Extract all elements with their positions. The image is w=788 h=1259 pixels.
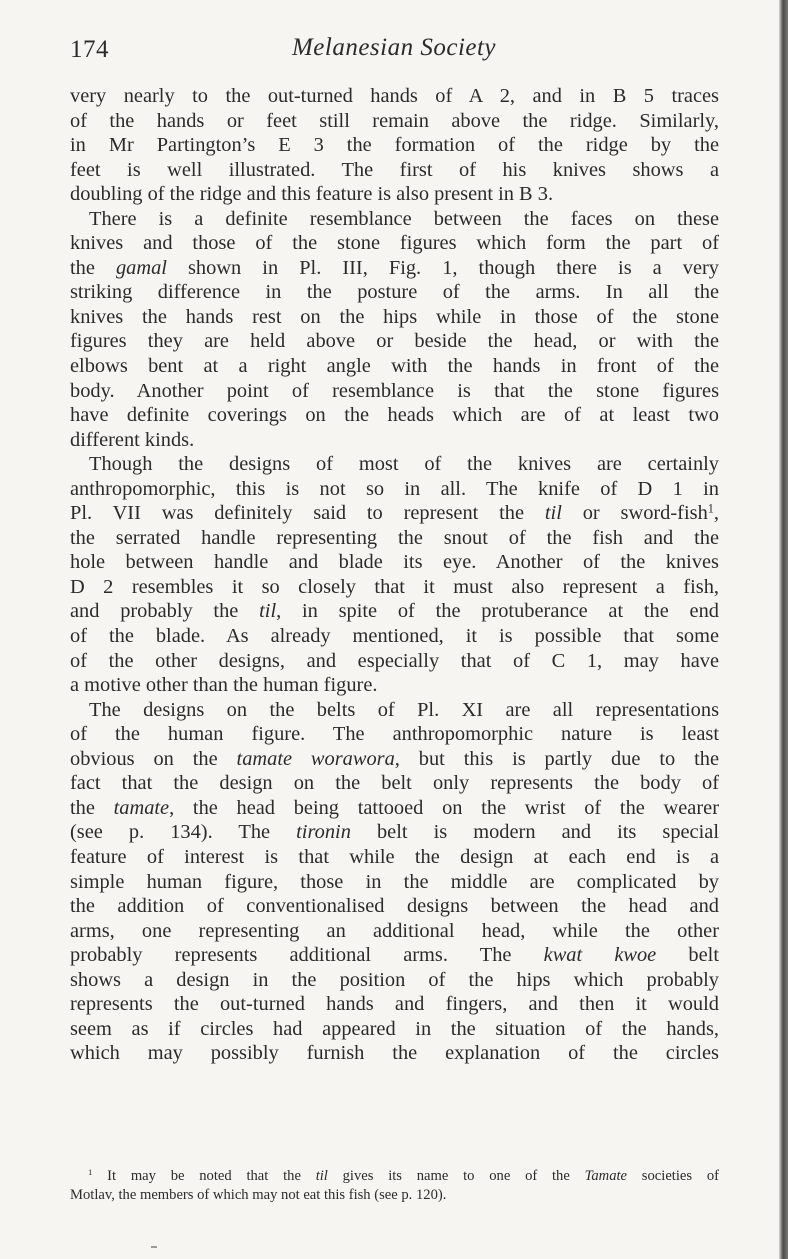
text-run: which may possibly furnish the explanation of the circles	[70, 1042, 719, 1065]
body-line	[70, 771, 719, 796]
footnote-marker: 1	[88, 1167, 93, 1178]
body-line	[70, 599, 719, 624]
text-run: , but this is partly due to the	[394, 747, 719, 770]
text-run: shown in Pl. III, Fig. 1, though there is a very	[166, 256, 719, 279]
text-run: knives the hands rest on the hips while in those of the stone	[70, 305, 719, 328]
body-line	[70, 477, 719, 502]
text-run: and probably the	[70, 600, 260, 623]
body-line	[70, 649, 719, 674]
text-run: the	[70, 796, 114, 819]
body-line	[70, 1017, 719, 1042]
body-line	[70, 1041, 719, 1066]
text-run: There is a definite resemblance between the faces on these	[89, 207, 719, 230]
body-line	[70, 109, 719, 134]
page-number: 174	[70, 36, 109, 63]
text-run: feature of interest is that while the design at each end is a	[70, 845, 719, 868]
text-run: The designs on the belts of Pl. XI are all representations	[89, 698, 719, 721]
text-run: seem as if circles had appeared in the situation of the hands,	[70, 1017, 719, 1040]
italic-term: til	[544, 502, 562, 525]
text-run: hole between handle and blade its eye. Another of the knives	[70, 551, 719, 574]
text-run: fact that the design on the belt only represents the body of	[70, 772, 719, 795]
text-run: arms, one representing an additional head, while the other	[70, 919, 719, 942]
text-run: belt	[656, 944, 719, 967]
italic-term: Tamate	[584, 1168, 628, 1184]
body-line	[70, 747, 719, 772]
body-line	[70, 943, 719, 968]
text-run: , in spite of the protuberance at the end	[276, 600, 719, 623]
body-line	[70, 133, 719, 158]
text-run: very nearly to the out-turned hands of A 2, and in B 5 traces	[70, 85, 719, 107]
footnote-line	[70, 1186, 719, 1205]
body-line	[70, 379, 719, 404]
body-line	[70, 305, 719, 330]
text-run: have definite coverings on the heads which are of at least two	[70, 404, 719, 427]
body-line	[70, 501, 719, 526]
body-line	[70, 158, 719, 183]
text-run: shows a design in the position of the hips which probably	[70, 968, 719, 991]
body-line	[70, 526, 719, 551]
text-run: of the hands or feet still remain above the ridge. Similarly,	[70, 109, 719, 132]
body-line	[70, 428, 719, 453]
body-line	[70, 992, 719, 1017]
text-run: in Mr Partington’s E 3 the formation of the ridge by the	[70, 134, 719, 157]
italic-term: tamate	[113, 796, 170, 819]
italic-term: kwat kwoe	[543, 944, 657, 967]
text-run: of the human figure. The anthropomorphic nature is least	[70, 723, 719, 746]
text-run: D 2 resembles it so closely that it must also represent a fish,	[70, 575, 719, 598]
text-run: represents the out-turned hands and fingers, and then it would	[70, 993, 719, 1016]
text-run: the	[70, 256, 116, 279]
text-run: striking difference in the posture of the arms. In all the	[70, 281, 719, 304]
body-line	[70, 919, 719, 944]
footnote	[70, 1167, 719, 1205]
text-run: obvious on the	[70, 747, 237, 770]
body-line	[70, 624, 719, 649]
body-line	[70, 452, 719, 477]
text-run: societies of	[627, 1168, 719, 1184]
text-run: Pl. VII was definitely said to represent the	[70, 502, 545, 525]
body-line	[70, 84, 719, 109]
body-line	[70, 329, 719, 354]
text-run: gives its name to one of the	[327, 1168, 585, 1184]
body-line	[70, 870, 719, 895]
text-run: , the head being tattooed on the wrist of the wearer	[169, 796, 719, 819]
text-run: figures they are held above or beside the head, or with the	[70, 330, 719, 353]
body-line	[70, 722, 719, 747]
text-run: belt is modern and its special	[350, 821, 719, 844]
body-line	[70, 280, 719, 305]
scan-speck	[151, 1246, 157, 1248]
page-header	[70, 34, 718, 66]
text-run: simple human figure, those in the middle are complicated by	[70, 870, 719, 893]
body-line	[70, 207, 719, 232]
body-line	[70, 256, 719, 281]
text-run: It may be noted that the	[92, 1168, 316, 1184]
body-line	[70, 575, 719, 600]
body-text	[70, 84, 719, 1066]
text-run: doubling of the ridge and this feature is also present in B 3.	[70, 183, 554, 206]
text-run: of the blade. As already mentioned, it is possible that some	[70, 625, 719, 648]
text-run: of the other designs, and especially that of C 1, may have	[70, 649, 719, 672]
text-run: probably represents additional arms. The	[70, 944, 544, 967]
italic-term: gamal	[115, 256, 167, 279]
text-run: Though the designs of most of the knives are certainly	[89, 453, 719, 476]
italic-term: tamate worawora	[236, 747, 395, 770]
text-run: ,	[713, 502, 719, 525]
footnote-marker: 1	[707, 501, 714, 516]
italic-term: til	[259, 600, 277, 623]
text-run: different kinds.	[70, 428, 195, 451]
body-line	[70, 673, 719, 698]
text-run: body. Another point of resemblance is that the stone figures	[70, 379, 719, 402]
body-line	[70, 845, 719, 870]
body-line	[70, 796, 719, 821]
text-run: Motlav, the members of which may not eat this fish (see p. 120).	[70, 1187, 447, 1203]
text-run: elbows bent at a right angle with the hands in front of the	[70, 355, 719, 378]
body-line	[70, 698, 719, 723]
text-run: the serrated handle representing the snout of the fish and the	[70, 526, 719, 549]
text-run: feet is well illustrated. The first of his knives shows a	[70, 158, 719, 181]
body-line	[70, 231, 719, 256]
text-run: (see p. 134). The	[70, 821, 297, 844]
text-run: a motive other than the human figure.	[70, 674, 378, 697]
page-binding-edge	[779, 0, 788, 1259]
text-run: the addition of conventionalised designs between the head and	[70, 895, 719, 918]
body-line	[70, 354, 719, 379]
body-line	[70, 182, 719, 207]
body-line	[70, 968, 719, 993]
text-run: knives and those of the stone figures which form the part of	[70, 232, 719, 255]
body-line	[70, 403, 719, 428]
footnote-line	[70, 1167, 719, 1186]
italic-term: til	[315, 1168, 328, 1184]
body-line	[70, 894, 719, 919]
text-run: or sword-fish	[561, 502, 708, 525]
italic-term: tironin	[296, 821, 351, 844]
body-line	[70, 820, 719, 845]
running-title: Melanesian Society	[291, 34, 497, 61]
body-line	[70, 550, 719, 575]
text-run: anthropomorphic, this is not so in all. The knife of D 1 in	[70, 477, 719, 500]
